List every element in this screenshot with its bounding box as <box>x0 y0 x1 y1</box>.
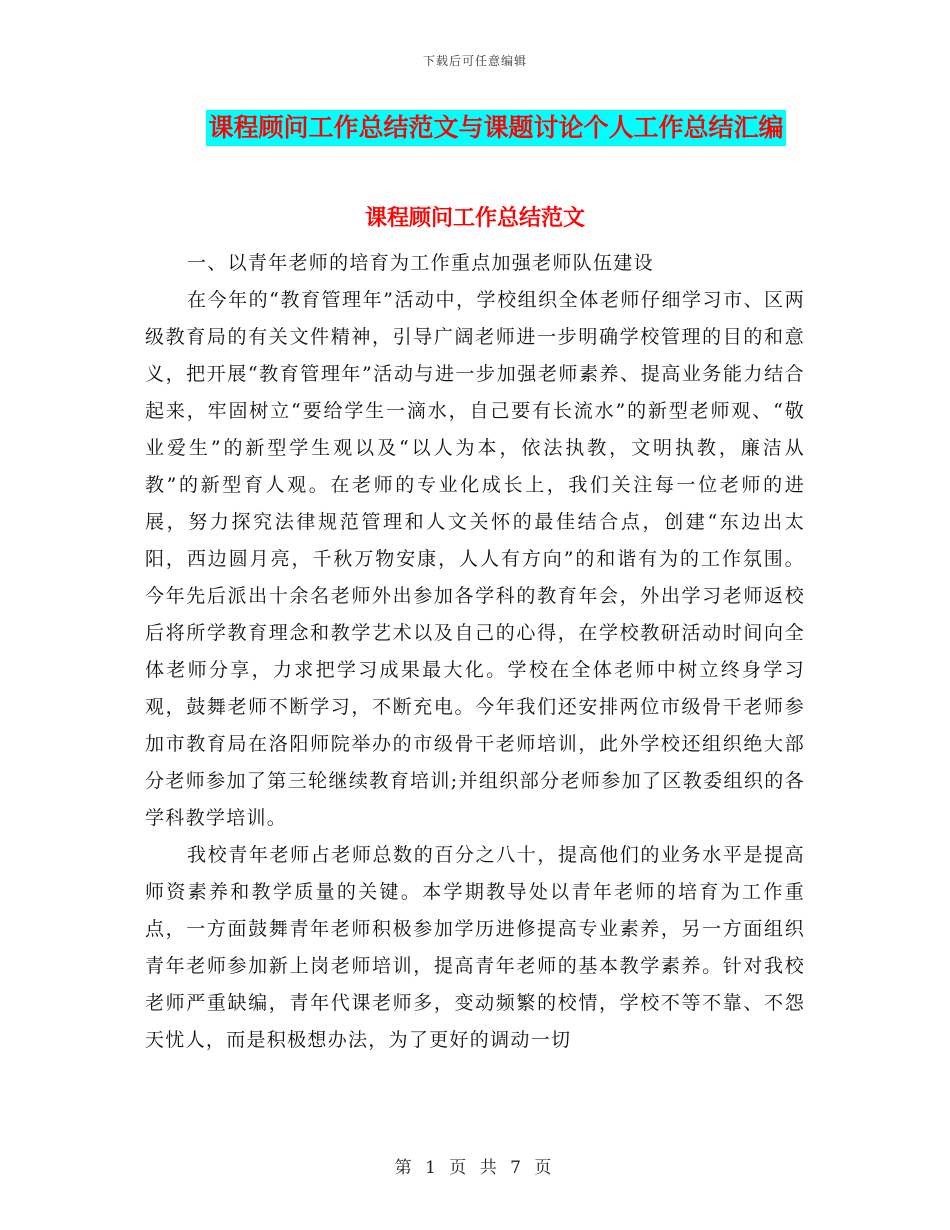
document-sub-title: 课程顾问工作总结范文 <box>364 206 585 231</box>
page-footer: 第 1 页 共 7 页 <box>394 1158 556 1178</box>
header-note: 下载后可任意编辑 <box>422 54 527 68</box>
paragraph-1: 在今年的“教育管理年”活动中，学校组织全体老师仔细学习市、区两级教育局的有关文件精神，引导广阔老师进一步明确学校管理的目的和意义，把开展“教育管理年”活动与进一步加强老师素养、提高业务能力结合起来，牢固树立“要给学生一滴水，自己要有长流水”的新型老师观、“敬业爱生”的新型学生观以及“以人为本，依法执教，文明执教，廉洁从教”的新型育人观。在老师的专业化成长上，我们关注每一位老师的进展，努力探究法律规范管理和人文关怀的最佳结合点，创建“东边出太阳，西边圆月亮，千秋万物安康，人人有方向”的和谐有为的工作氛围。今年先后派出十余名老师外出参加各学科的教育年会，外出学习老师返校后将所学教育理念和教学艺术以及自己的心得，在学校教研活动时间向全体老师分享，力求把学习成果最大化。学校在全体老师中树立终身学习观，鼓舞老师不断学习，不断充电。今年我们还安排两位市级骨干老师参加市教育局在洛阳师院举办的市级骨干老师培训，此外学校还组织绝大部分老师参加了第三轮继续教育培训;并组织部分老师参加了区教委组织的各学科教学培训。 <box>145 289 805 829</box>
main-title-container <box>0 110 950 146</box>
document-body <box>145 245 805 1059</box>
section-heading: 一、以青年老师的培育为工作重点加强老师队伍建设 <box>187 252 654 274</box>
paragraph-2: 我校青年老师占老师总数的百分之八十，提高他们的业务水平是提高师资素养和教学质量的关键。本学期教导处以青年老师的培育为工作重点，一方面鼓舞青年老师积极参加学历进修提高专业素养，另一方面组织青年老师参加新上岗老师培训，提高青年老师的基本教学素养。针对我校老师严重缺编，青年代课老师多，变动频繁的校情，学校不等不靠、不怨天忧人，而是积极想办法，为了更好的调动一切 <box>145 844 805 1051</box>
document-main-title: 课程顾问工作总结范文与课题讨论个人工作总结汇编 <box>206 110 785 146</box>
